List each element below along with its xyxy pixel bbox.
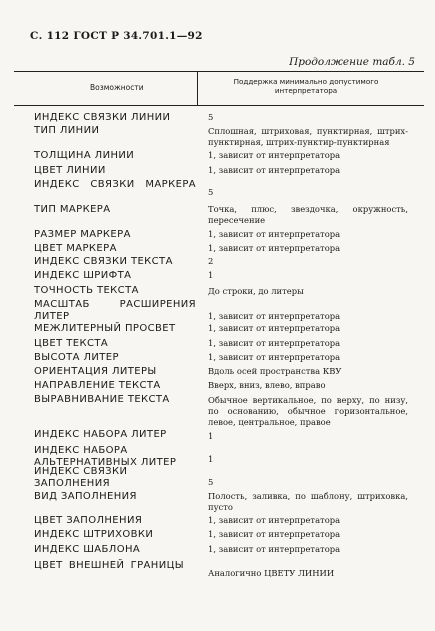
- support-cell: Точка, плюс, звездочка, окружность, пересечение: [208, 204, 408, 225]
- support-cell: 1: [208, 431, 214, 441]
- feature-cell: НАПРАВЛЕНИЕ ТЕКСТА: [34, 380, 161, 391]
- feature-cell: МЕЖЛИТЕРНЫЙ ПРОСВЕТ: [34, 323, 176, 334]
- feature-cell: ЦВЕТ ВНЕШНЕЙ ГРАНИЦЫ: [34, 560, 184, 571]
- feature-cell: ИНДЕКС ШАБЛОНА: [34, 544, 141, 555]
- support-cell: 1, зависит от интерпретатора: [208, 544, 341, 554]
- support-cell: 1, зависит от интерпретатора: [208, 150, 341, 160]
- table-header-rule: [14, 105, 424, 106]
- feature-cell: ИНДЕКС НАБОРА АЛЬТЕРНАТИВНЫХ ЛИТЕР: [34, 445, 177, 468]
- table-column-divider: [197, 71, 198, 105]
- support-cell: 1, зависит от интерпретатора: [208, 311, 341, 321]
- feature-cell: ИНДЕКС СВЯЗКИ ЗАПОЛНЕНИЯ: [34, 466, 128, 489]
- feature-cell: ТОЛЩИНА ЛИНИИ: [34, 150, 135, 161]
- feature-cell: ТОЧНОСТЬ ТЕКСТА: [34, 285, 139, 296]
- feature-cell: ИНДЕКС НАБОРА ЛИТЕР: [34, 429, 167, 440]
- support-cell: Аналогично ЦВЕТУ ЛИНИИ: [208, 568, 335, 578]
- support-cell: 1, зависит от интерпретатора: [208, 243, 341, 253]
- feature-cell: МАСШТАБ РАСШИРЕНИЯ ЛИТЕР: [34, 299, 196, 322]
- feature-cell: ЦВЕТ ТЕКСТА: [34, 338, 109, 349]
- support-cell: Вдоль осей пространства КВУ: [208, 366, 342, 376]
- support-cell: 1, зависит от интерпретатора: [208, 323, 341, 333]
- support-cell: 1: [208, 270, 214, 280]
- table-top-rule: [14, 71, 424, 72]
- feature-cell: ОРИЕНТАЦИЯ ЛИТЕРЫ: [34, 366, 157, 377]
- support-cell: 1, зависит от интерпретатора: [208, 515, 341, 525]
- support-cell: Полость, заливка, по шаблону, штриховка, пусто: [208, 491, 408, 512]
- feature-cell: ВИД ЗАПОЛНЕНИЯ: [34, 491, 137, 502]
- support-cell: 1, зависит от интерпретатора: [208, 352, 341, 362]
- support-cell: 1, зависит от интерпретатора: [208, 229, 341, 239]
- support-cell: Обычное вертикальное, по верху, по низу, по основанию, обычное горизонтальное, левое, центральное, правое: [208, 395, 408, 427]
- feature-cell: ИНДЕКС СВЯЗКИ ТЕКСТА: [34, 256, 173, 267]
- feature-cell: ТИП МАРКЕРА: [34, 204, 111, 215]
- support-cell: 1, зависит от интерпретатора: [208, 529, 341, 539]
- feature-cell: ВЫРАВНИВАНИЕ ТЕКСТА: [34, 394, 170, 405]
- feature-cell: ИНДЕКС ШРИФТА: [34, 270, 132, 281]
- feature-cell: ИНДЕКС СВЯЗКИ МАРКЕРА: [34, 179, 196, 190]
- feature-cell: ВЫСОТА ЛИТЕР: [34, 352, 119, 363]
- support-cell: Вверх, вниз, влево, вправо: [208, 380, 326, 390]
- support-cell: 5: [208, 112, 214, 122]
- support-cell: 5: [208, 187, 214, 197]
- support-cell: Сплошная, штриховая, пунктирная, штрих-пунктирная, штрих-пунктир-пунктирная: [208, 126, 408, 147]
- feature-cell: ИНДЕКС ШТРИХОВКИ: [34, 529, 154, 540]
- support-cell: 1: [208, 454, 214, 464]
- column-header-support: Поддержка минимально допустимого интерпретатора: [233, 77, 379, 95]
- support-cell: До строки, до литеры: [208, 286, 304, 296]
- feature-cell: ТИП ЛИНИИ: [34, 125, 100, 136]
- feature-cell: ИНДЕКС СВЯЗКИ ЛИНИИ: [34, 112, 171, 123]
- page-header: С. 112 ГОСТ Р 34.701.1—92: [30, 30, 203, 42]
- table-continuation-label: Продолжение табл. 5: [289, 56, 415, 68]
- feature-cell: ЦВЕТ ЛИНИИ: [34, 165, 106, 176]
- feature-cell: ЦВЕТ МАРКЕРА: [34, 243, 117, 254]
- feature-cell: ЦВЕТ ЗАПОЛНЕНИЯ: [34, 515, 143, 526]
- support-cell: 2: [208, 256, 214, 266]
- column-header-features: Возможности: [90, 83, 144, 92]
- feature-cell: РАЗМЕР МАРКЕРА: [34, 229, 131, 240]
- support-cell: 1, зависит от интерпретатора: [208, 165, 341, 175]
- support-cell: 1, зависит от интерпретатора: [208, 338, 341, 348]
- support-cell: 5: [208, 477, 214, 487]
